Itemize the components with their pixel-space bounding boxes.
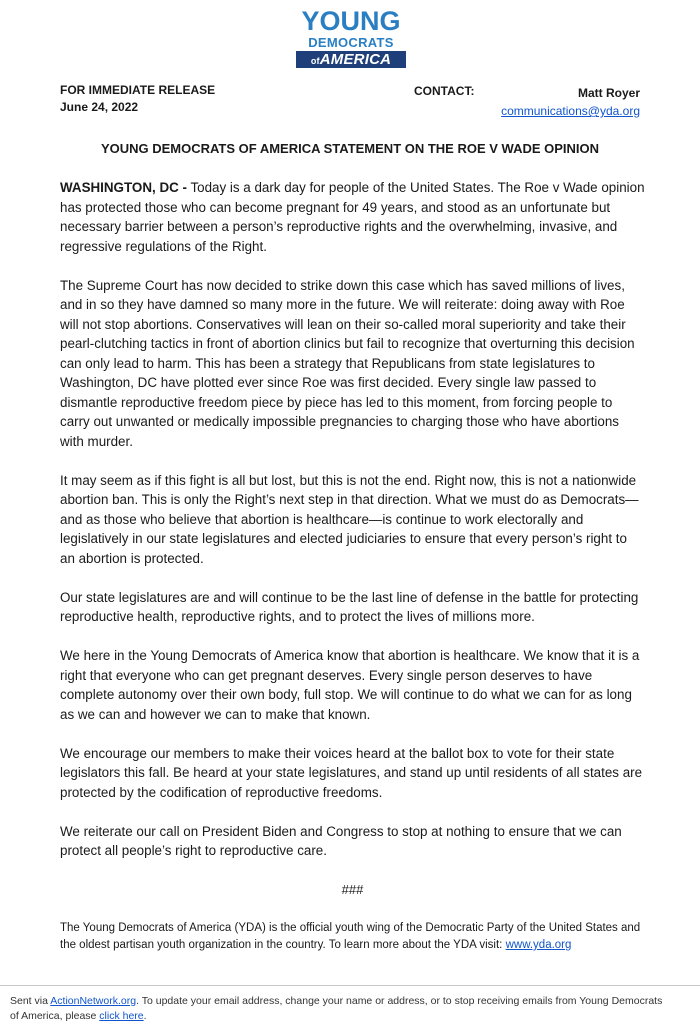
paragraph-1: WASHINGTON, DC - Today is a dark day for people of the United States. The Roe v Wade opinion has protected those who can become pregnant for 49 years, and stood as an unfortunate but necessary barrier between a person’s reproductive rights and the overwhelming, invasive, and regressive regulations of the Right. xyxy=(60,180,645,254)
logo-line-democrats: DEMOCRATS xyxy=(308,35,394,50)
email-footer: Sent via ActionNetwork.org. To update your email address, change your name or address, or to stop receiving emails from Young Democrats of America, please click here. xyxy=(10,995,663,1022)
paragraph-7: We reiterate our call on President Biden and Congress to stop at nothing to ensure that we can protect all people’s right to reproductive care. xyxy=(60,823,622,858)
yda-logo xyxy=(296,6,406,68)
dateline: WASHINGTON, DC - xyxy=(60,180,187,195)
release-info xyxy=(60,82,215,116)
paragraph-4: Our state legislatures are and will continue to be the last line of defense in the battle for protecting reproductive health, reproductive rights, and to protect the lives of millions more. xyxy=(60,589,639,624)
unsubscribe-link[interactable]: click here xyxy=(99,1010,144,1022)
statement-title: YOUNG DEMOCRATS OF AMERICA STATEMENT ON THE ROE V WADE OPINION xyxy=(100,141,600,156)
logo-line-america: ofAMERICA xyxy=(296,51,406,68)
contact-email-link[interactable]: communications@yda.org xyxy=(501,104,640,118)
paragraph-3: It may seem as if this fight is all but lost, but this is not the end. Right now, this is not a nationwide abortion ban. This is only the Right’s next step in that direction. What we must do as Democrats—and as those who believe that abortion is healthcare—is continue to work electorally and legislatively in our state legislatures and elected judiciaries to ensure that every person’s right to an abortion is protected. xyxy=(60,472,639,566)
boilerplate xyxy=(60,920,645,954)
paragraph-2: The Supreme Court has now decided to strike down this case which has saved millions of lives, and in so they have damned so many more in the future. We will reiterate: doing away with Roe will not stop abortions. Conservatives will lean on their so-called moral superiority and take their pearl-clutching tactics in front of abortion clinics but fail to recognize that overturning this decision can only lead to harm. This has been a strategy that Republicans from state legislatures to Washington, DC have plotted ever since Roe was first decided. Every single law passed to dismantle reproductive freedom piece by piece has led to this moment, from forcing people to carry out unwanted or medically impossible pregnancies to charging those who have abortions with murder. xyxy=(60,277,635,449)
release-label: FOR IMMEDIATE RELEASE xyxy=(60,83,216,97)
statement-body xyxy=(60,178,645,900)
actionnetwork-link[interactable]: ActionNetwork.org xyxy=(50,995,137,1007)
release-date: June 24, 2022 xyxy=(60,100,139,114)
logo-line-young: YOUNG xyxy=(301,6,401,36)
end-mark: ### xyxy=(341,882,364,897)
contact-info xyxy=(501,84,640,120)
paragraph-5: We here in the Young Democrats of America know that abortion is healthcare. We know that it is a right that everyone who can get pregnant deserves. Every single person deserves to have complete autonomy over their own body, full stop. We will continue to do what we can for as long as we can and however we can to make that known. xyxy=(60,648,640,722)
footer-divider xyxy=(0,985,700,986)
contact-name: Matt Royer xyxy=(577,86,640,100)
paragraph-6: We encourage our members to make their voices heard at the ballot box to vote for their state legislators this fall. Be heard at your state legislatures, and stand up until residents of all states are protected by the codification of reproductive freedoms. xyxy=(60,745,643,800)
yda-website-link[interactable]: www.yda.org xyxy=(505,939,572,951)
contact-label: CONTACT: xyxy=(414,84,475,98)
boilerplate-text: The Young Democrats of America (YDA) is the official youth wing of the Democratic Party of the United States and the oldest partisan youth organization in the country. To learn more about the YDA visit: xyxy=(60,922,641,951)
